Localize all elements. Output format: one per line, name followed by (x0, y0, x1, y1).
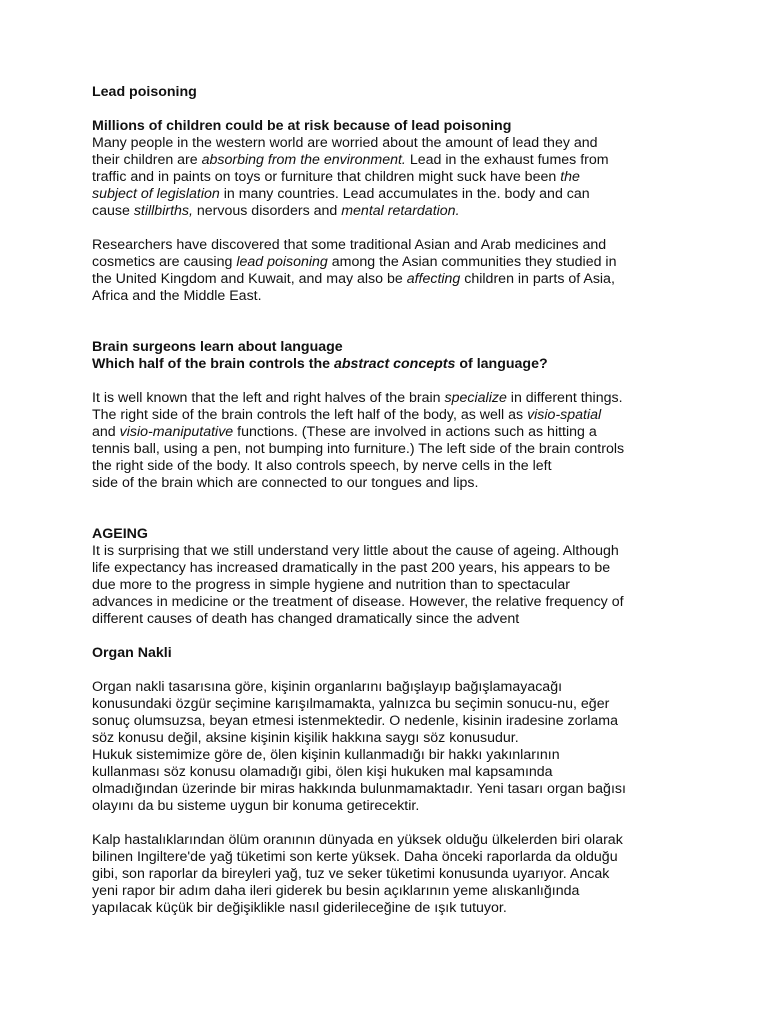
text-line (92, 543, 692, 560)
text-line (92, 679, 692, 696)
text-run: Which half of the brain controls the (92, 356, 334, 372)
text-run: yapılacak küçük bir değişiklikle nasıl giderileceğine de ışık tutuyor. (92, 900, 507, 916)
text-line (92, 798, 692, 815)
text-run: söz konusu değil, aksine kişinin kişilik hakkına saygı söz konusudur. (92, 730, 519, 746)
text-run: olmadığından üzerinde bir miras hakkında bulunmamaktadır. Yeni tasarı organ bağısı (92, 781, 626, 797)
text-run: children in parts of Asia, (460, 271, 615, 287)
text-run: cause (92, 203, 134, 219)
spacer (92, 220, 692, 237)
text-run: kullanması söz konusu olamadığı gibi, ölen kişi hukuken mal kapsamında (92, 764, 553, 780)
text-run: sonuç olumsuzsa, beyan etmesi istenmektedir. O nedenle, kisinin iradesine zorlama (92, 713, 618, 729)
text-line (92, 611, 692, 628)
text-run: Kalp hastalıklarından ölüm oranının dünyada en yüksek olduğu ülkelerden biri olarak (92, 832, 623, 848)
document-title: Lead poisoning (92, 84, 197, 100)
text-run: the right side of the body. It also controls speech, by nerve cells in the left (92, 458, 552, 474)
text-run: among the Asian communities they studied in (327, 254, 617, 270)
text-run: The right side of the brain controls the left half of the body, as well as (92, 407, 528, 423)
emphasis-text: visio-spatial (527, 407, 602, 423)
text-run: and (92, 424, 120, 440)
text-line (92, 441, 692, 458)
spacer (92, 305, 692, 339)
text-line (92, 764, 692, 781)
text-run: It is well known that the left and right halves of the brain (92, 390, 445, 406)
document-page (92, 84, 692, 917)
text-line (92, 458, 692, 475)
text-run: in different things. (506, 390, 623, 406)
text-run: Lead in the exhaust fumes from (405, 152, 609, 168)
text-run: advances in medicine or the treatment of disease. However, the relative frequency of (92, 594, 624, 610)
ageing-paragraph-1 (92, 543, 692, 628)
text-run: Many people in the western world are worried about the amount of lead they and (92, 135, 598, 151)
text-run: in many countries. Lead accumulates in the. body and can (219, 186, 590, 202)
emphasis-text: affecting (406, 271, 461, 287)
spacer (92, 492, 692, 526)
text-line (92, 390, 692, 407)
text-line (92, 475, 692, 492)
text-run: tennis ball, using a pen, not bumping into furniture.) The left side of the brain controls (92, 441, 625, 457)
emphasis-text: stillbirths, (133, 203, 193, 219)
text-line (92, 288, 692, 305)
text-line (92, 356, 692, 373)
text-line (92, 424, 692, 441)
text-line (92, 866, 692, 883)
emphasis-text: the (560, 169, 580, 185)
brain-heading-2 (92, 356, 692, 373)
text-line (92, 237, 692, 254)
lead-paragraph-2 (92, 237, 692, 305)
lead-paragraph-1 (92, 135, 692, 220)
text-run: of language? (455, 356, 548, 372)
text-line (92, 832, 692, 849)
text-run: cosmetics are causing (92, 254, 237, 270)
text-line (92, 560, 692, 577)
text-run: Africa and the Middle East. (92, 288, 262, 304)
text-line (92, 781, 692, 798)
text-line (92, 696, 692, 713)
text-run: Organ nakli tasarısına göre, kişinin organlarını bağışlayıp bağışlamayacağı (92, 679, 563, 695)
text-line (92, 577, 692, 594)
emphasis-text: lead poisoning (236, 254, 328, 270)
text-run: due more to the progress in simple hygiene and nutrition than to spectacular (92, 577, 570, 593)
emphasis-text: visio-maniputative (119, 424, 234, 440)
text-run: their children are (92, 152, 202, 168)
emphasis-text: absorbing from the environment. (201, 152, 406, 168)
spacer (92, 373, 692, 390)
emphasis-text: specialize (444, 390, 507, 406)
text-line (92, 594, 692, 611)
text-run: nervous disorders and (192, 203, 342, 219)
text-line (92, 747, 692, 764)
text-run: It is surprising that we still understand very little about the cause of ageing. Although (92, 543, 619, 559)
text-line (92, 730, 692, 747)
text-run: konusundaki özgür seçimine karışılmamakta, yalnızca bu seçimin sonucu-nu, eğer (92, 696, 610, 712)
text-run: life expectancy has increased dramatically in the past 200 years, his appears to be (92, 560, 611, 576)
text-line (92, 900, 692, 917)
text-run: Brain surgeons learn about language (92, 339, 343, 355)
spacer (92, 101, 692, 118)
organ-paragraph-1 (92, 679, 692, 815)
spacer (92, 815, 692, 832)
text-line (92, 203, 692, 220)
text-run: Researchers have discovered that some traditional Asian and Arab medicines and (92, 237, 607, 253)
text-line (92, 849, 692, 866)
text-line (92, 152, 692, 169)
text-run: gibi, son raporlar da bireyleri yağ, tuz ve seker tüketimi konusunda uyarıyor. Ancak (92, 866, 610, 882)
text-line (92, 271, 692, 288)
lead-heading: Millions of children could be at risk because of lead poisoning (92, 118, 512, 134)
text-run: yeni rapor bir adım daha ileri giderek bu besin açıklarının yeme alıskanlığında (92, 883, 580, 899)
text-run: Hukuk sistemimize göre de, ölen kişinin kullanmadığı bir hakkı yakınlarının (92, 747, 560, 763)
brain-paragraph-1 (92, 390, 692, 492)
text-run: bilinen Ingiltere'de yağ tüketimi son kerte yüksek. Daha önceki raporlarda da olduğu (92, 849, 618, 865)
organ-paragraph-2 (92, 832, 692, 917)
spacer (92, 662, 692, 679)
text-line (92, 186, 692, 203)
emphasis-text: mental retardation. (341, 203, 460, 219)
text-line (92, 713, 692, 730)
text-run: functions. (These are involved in actions such as hitting a (233, 424, 597, 440)
ageing-heading: AGEING (92, 526, 148, 542)
spacer (92, 628, 692, 645)
text-line (92, 883, 692, 900)
emphasis-text: abstract concepts (333, 356, 456, 372)
text-run: olayını da bu sisteme uygun bir konuma getirecektir. (92, 798, 420, 814)
emphasis-text: subject of legislation (92, 186, 220, 202)
text-run: the United Kingdom and Kuwait, and may also be (92, 271, 407, 287)
text-line (92, 135, 692, 152)
text-run: side of the brain which are connected to our tongues and lips. (92, 475, 479, 491)
text-line (92, 254, 692, 271)
text-line (92, 407, 692, 424)
brain-heading-1 (92, 339, 692, 356)
text-run: different causes of death has changed dramatically since the advent (92, 611, 520, 627)
text-line (92, 339, 692, 356)
text-run: traffic and in paints on toys or furniture that children might suck have been (92, 169, 561, 185)
organ-heading: Organ Nakli (92, 645, 172, 661)
text-line (92, 169, 692, 186)
